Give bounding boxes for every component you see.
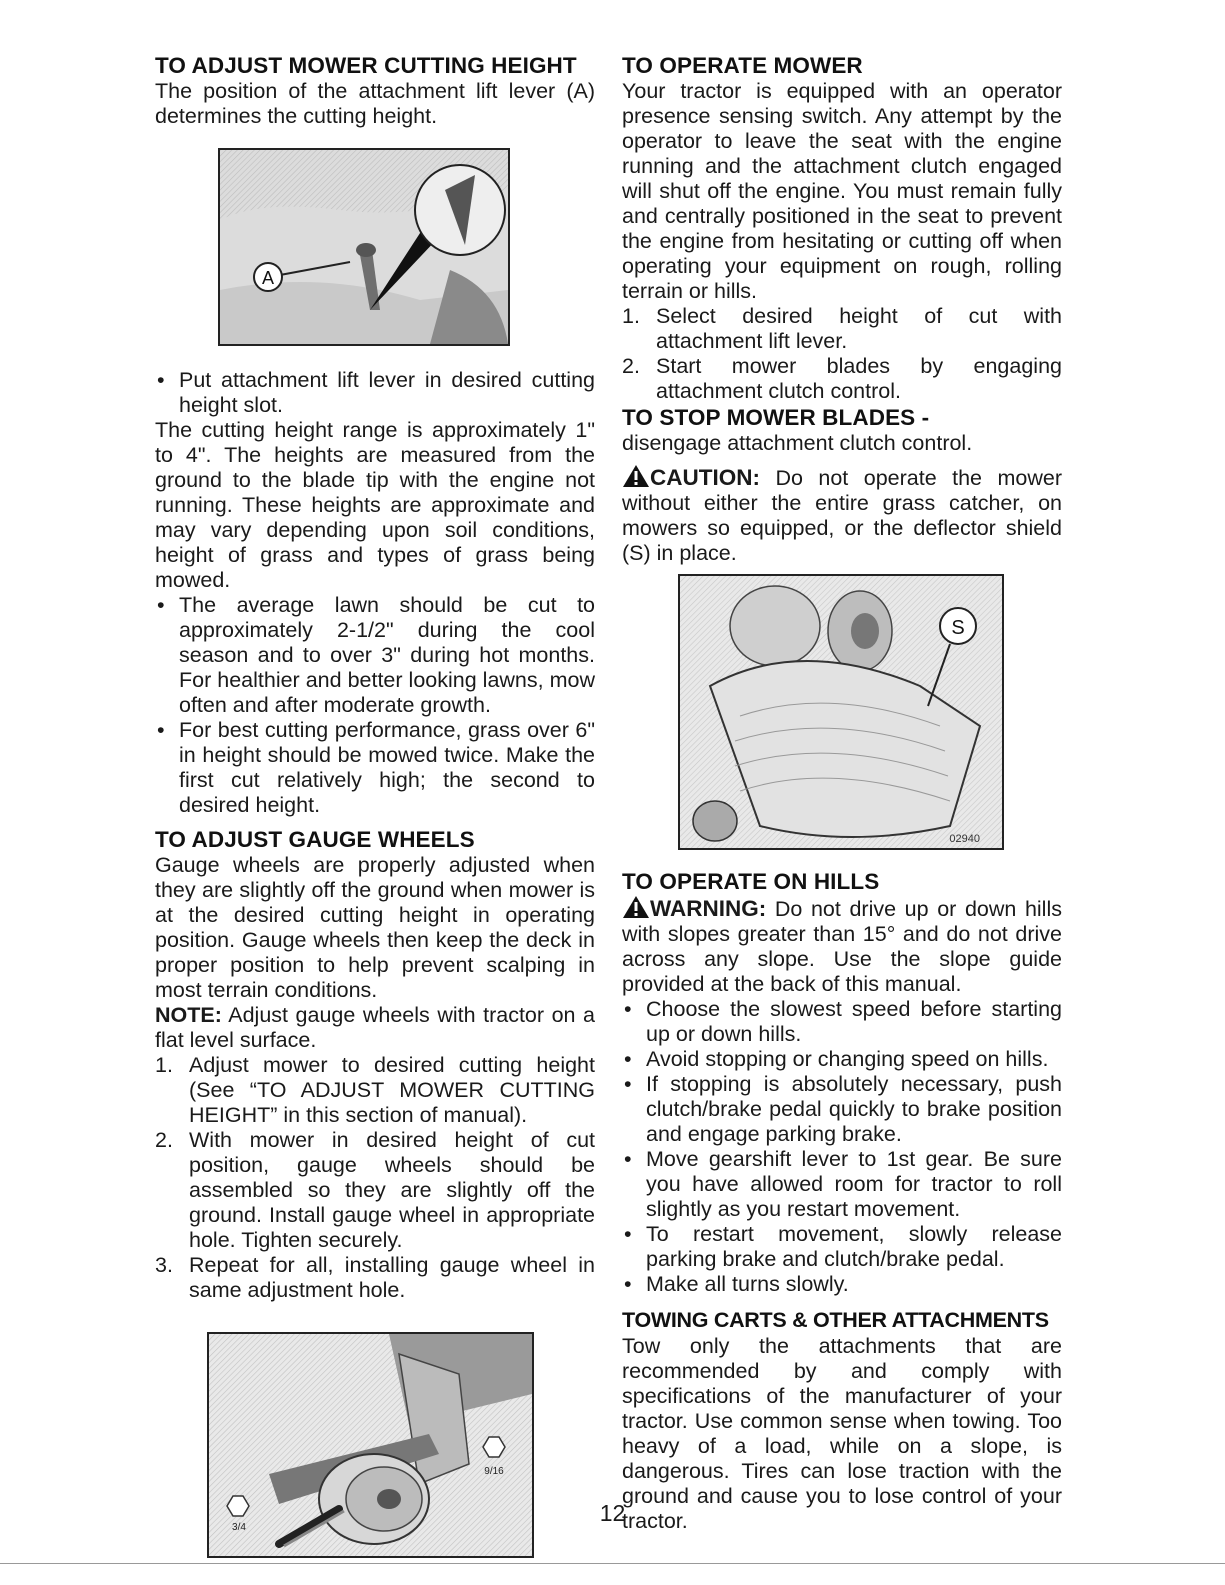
bullet-text: Move gearshift lever to 1st gear. Be sure you have allowed room for tractor to roll slightly as you restart movement. [646, 1147, 1062, 1221]
step-number: 2. [155, 1128, 173, 1152]
caution-triangle-icon [622, 464, 650, 488]
step-text: With mower in desired height of cut position, gauge wheels should be assembled so they are slightly off the ground. Install gauge wheel in appropriate hole. Tighten securely. [189, 1128, 595, 1252]
gauge-steps [155, 1053, 595, 1303]
hill-bullet [622, 1272, 1062, 1297]
heading-stop-mower-blades: TO STOP MOWER BLADES - [622, 405, 930, 430]
note-text: Adjust gauge wheels with tractor on a flat level surface. [155, 1003, 595, 1052]
step-text: Repeat for all, installing gauge wheel in same adjustment hole. [189, 1253, 595, 1302]
bullet-text: Make all turns slowly. [646, 1272, 849, 1296]
page-number: 12 [599, 1500, 626, 1526]
hill-bullet [622, 1072, 1062, 1147]
hill-bullet [622, 1222, 1062, 1272]
bullet-text: Avoid stopping or changing speed on hills. [646, 1047, 1049, 1071]
callout-s-label: S [951, 617, 965, 639]
bullet-best-performance [155, 718, 595, 818]
para-towing: Tow only the attachments that are recommended by and comply with specifications of the manufacturer of your tractor. Use common sense when towing. Too heavy of a load, while on a slope, is dangerous. Tires can lose traction with the ground and cause you to lose control of your tractor. [622, 1334, 1062, 1533]
hill-bullet [622, 1147, 1062, 1222]
right-column [622, 52, 1062, 1534]
step-text: Adjust mower to desired cutting height (See “TO ADJUST MOWER CUTTING HEIGHT” in this section of manual). [189, 1053, 595, 1127]
step-number: 2. [622, 354, 640, 378]
operate-step-2 [622, 354, 1062, 404]
warning-block [622, 895, 1062, 997]
bullet-mark: • [624, 1272, 632, 1296]
bullet-text: To restart movement, slowly release parking brake and clutch/brake pedal. [646, 1222, 1062, 1271]
wrench-size-label-a: 9/16 [484, 1466, 504, 1477]
para-stop-blades: disengage attachment clutch control. [622, 431, 973, 455]
bullet-mark: • [624, 1047, 632, 1071]
bullet-mark: • [624, 1147, 632, 1171]
bullet-mark: • [157, 593, 165, 617]
bullet-mark: • [157, 718, 165, 742]
bullet-text: If stopping is absolutely necessary, push clutch/brake pedal quickly to brake position and engage parking brake. [646, 1072, 1062, 1146]
caution-text: Do not operate the mower without either the entire grass catcher, on mowers so equipped, or the deflector shield (S) in place. [622, 466, 1062, 565]
heading-operate-on-hills: TO OPERATE ON HILLS [622, 869, 880, 894]
step-number: 1. [155, 1053, 173, 1077]
heading-towing: TOWING CARTS & OTHER ATTACHMENTS [622, 1308, 1049, 1332]
heading-adjust-cutting-height: TO ADJUST MOWER CUTTING HEIGHT [155, 53, 577, 78]
left-column [155, 52, 595, 1558]
hill-bullet [622, 1047, 1062, 1072]
heading-adjust-gauge-wheels: TO ADJUST GAUGE WHEELS [155, 827, 475, 852]
intro-cutting-height: The position of the attachment lift lever (A) determines the cutting height. [155, 79, 595, 128]
gauge-step-3 [155, 1253, 595, 1303]
operate-step-1 [622, 304, 1062, 354]
bullet-text: Choose the slowest speed before starting up or down hills. [646, 997, 1062, 1046]
note [155, 1003, 595, 1053]
step-text: Start mower blades by engaging attachment clutch control. [656, 354, 1062, 403]
warning-text: Do not drive up or down hills with slopes greater than 15° and do not drive across any slope. Use the slope guide provided at the back of this manual. [622, 897, 1062, 996]
gauge-step-2 [155, 1128, 595, 1253]
bullet-text: Put attachment lift lever in desired cutting height slot. [179, 368, 595, 417]
figure-deflector-shield [678, 574, 1004, 850]
bullet-average-lawn [155, 593, 595, 718]
bullet-text: The average lawn should be cut to approximately 2-1/2" during the cool season and to over 3" during hot months. For healthier and better looking lawns, mow often and after moderate growth. [179, 593, 595, 717]
para-cutting-range: The cutting height range is approximately 1" to 4". The heights are measured from the ground to the blade tip with the engine not running. These heights are approximate and may vary depending upon soil conditions, height of grass and types of grass being mowed. [155, 418, 595, 592]
step-text: Select desired height of cut with attachment lift lever. [656, 304, 1062, 353]
bullet-mark: • [624, 1072, 632, 1096]
gauge-step-1 [155, 1053, 595, 1128]
bullet-mark: • [157, 368, 165, 392]
bullet-text: For best cutting performance, grass over 6" in height should be mowed twice. Make the first cut relatively high; the second to desired height. [179, 718, 595, 817]
hill-bullet [622, 997, 1062, 1047]
hill-bullets [622, 997, 1062, 1297]
deflector-shield-illustration [680, 576, 1002, 848]
bullet-mark: • [624, 997, 632, 1021]
lift-lever-illustration [220, 150, 508, 344]
wrench-size-label-b: 3/4 [232, 1522, 246, 1533]
callout-a-label: A [261, 268, 275, 288]
bullet-lift-lever [155, 368, 595, 418]
bullet-mark: • [624, 1222, 632, 1246]
figure-code: 02940 [949, 833, 980, 845]
warning-triangle-icon [622, 895, 650, 919]
heading-operate-mower: TO OPERATE MOWER [622, 53, 863, 78]
caution-label: CAUTION: [650, 465, 760, 490]
warning-label: WARNING: [650, 896, 767, 921]
step-number: 1. [622, 304, 640, 328]
note-label: NOTE: [155, 1003, 222, 1027]
bottom-rule [0, 1563, 1225, 1564]
operate-steps [622, 304, 1062, 404]
caution-block [622, 464, 1062, 566]
para-gauge-wheels: Gauge wheels are properly adjusted when they are slightly off the ground when mower is at the desired cutting height in operating position. Gauge wheels then keep the deck in proper position to help prevent scalping in most terrain conditions. [155, 853, 595, 1002]
para-operate-mower: Your tractor is equipped with an operator presence sensing switch. Any attempt by the operator to leave the seat with the engine running and the attachment clutch engaged will shut off the engine. You must remain fully and centrally positioned in the seat to prevent the engine from hesitating or cutting off when operating your equipment on rough, rolling terrain or hills. [622, 79, 1062, 303]
figure-lift-lever [218, 148, 510, 346]
step-number: 3. [155, 1253, 173, 1277]
